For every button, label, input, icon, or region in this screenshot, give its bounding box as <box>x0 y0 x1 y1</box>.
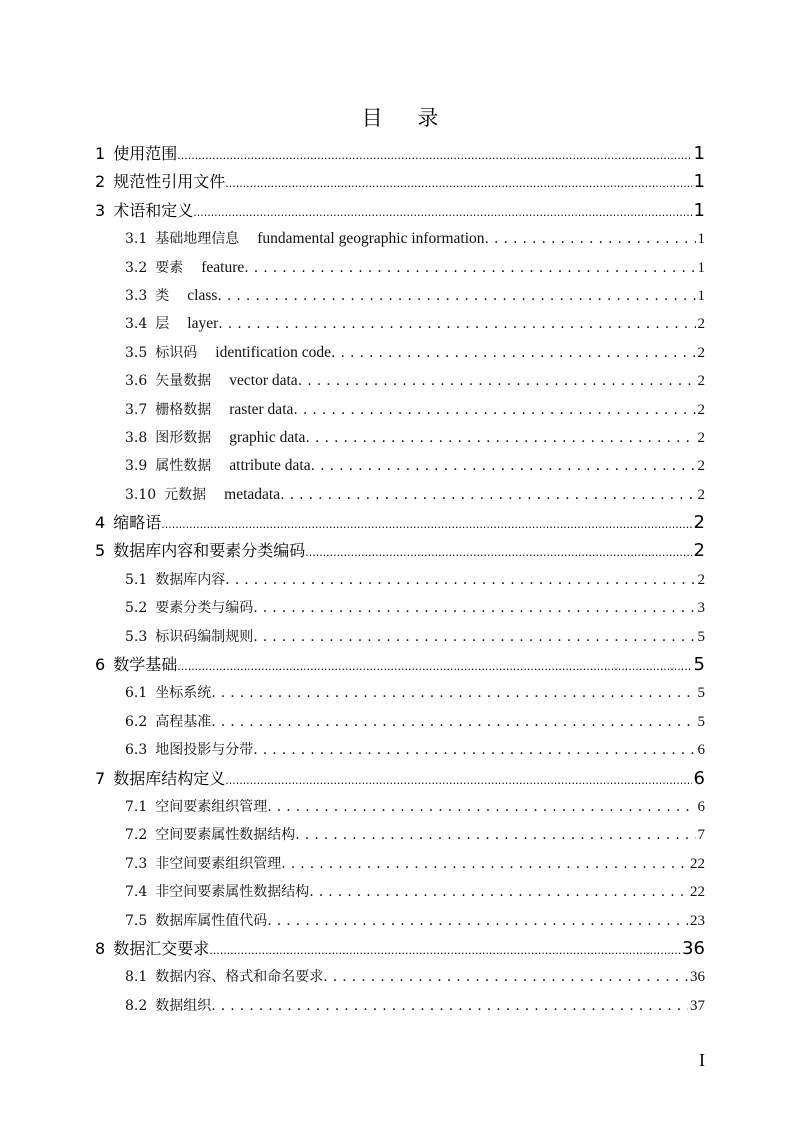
toc-entry-title: 要素分类与编码 <box>155 600 254 617</box>
toc-entry-page-number: 1 <box>697 259 705 276</box>
toc-entry-number: 8.2 <box>125 997 148 1014</box>
toc-entry-label <box>125 793 267 821</box>
toc-entry-section[interactable] <box>95 878 705 906</box>
toc-entry-title: 标识码 <box>155 344 198 361</box>
dot-leader <box>218 310 695 338</box>
toc-entry-english-term: feature <box>201 258 245 276</box>
dot-leader <box>295 821 695 849</box>
toc-entry-page-number: 2 <box>697 316 705 333</box>
dot-leader <box>485 225 696 253</box>
toc-entry-number: 2 <box>95 172 106 192</box>
toc-entry-section[interactable] <box>95 821 705 849</box>
toc-entry-title: 数据汇交要求 <box>113 938 210 958</box>
toc-entry-chapter[interactable] <box>95 509 705 537</box>
toc-entry-label <box>125 907 267 935</box>
page-folio: I <box>699 1050 705 1070</box>
dot-leader <box>293 396 695 424</box>
toc-entry-page-number: 2 <box>697 401 705 418</box>
dot-leader <box>311 452 696 480</box>
toc-entry-title: 矢量数据 <box>155 373 212 390</box>
toc-entry-title: 非空间要素属性数据结构 <box>155 884 310 901</box>
toc-entry-page-number: 1 <box>693 171 705 193</box>
toc-entry-label <box>125 367 298 395</box>
toc-entry-section[interactable] <box>95 396 705 424</box>
dot-leader <box>253 736 695 764</box>
toc-entry-page-number: 6 <box>697 742 705 759</box>
toc-entry-section[interactable] <box>95 566 705 594</box>
toc-entry-chapter[interactable] <box>95 140 705 168</box>
toc-entry-label <box>125 396 293 424</box>
toc-entry-title: 标识码编制规则 <box>155 628 254 645</box>
toc-title: 目 录 <box>361 106 453 130</box>
toc-entry-label <box>125 254 244 282</box>
toc-entry-number: 6.3 <box>125 742 148 759</box>
toc-entry-page-number: 22 <box>690 855 705 872</box>
toc-entry-page-number: 5 <box>697 685 705 702</box>
toc-entry-label <box>125 424 305 452</box>
toc-entry-number: 7.5 <box>125 912 148 929</box>
dot-leader <box>253 594 695 622</box>
toc-entry-number: 7.2 <box>125 827 148 844</box>
toc-entry-page-number: 2 <box>697 486 705 503</box>
toc-entry-english-term: class <box>187 286 218 304</box>
toc-entry-chapter[interactable] <box>95 197 705 225</box>
toc-entry-page-number: 5 <box>693 654 705 676</box>
toc-entry-number: 5.2 <box>125 600 148 617</box>
toc-entry-section[interactable] <box>95 907 705 935</box>
toc-entry-title: 数据库结构定义 <box>113 768 226 788</box>
toc-entry-title: 栅格数据 <box>155 401 212 418</box>
toc-entry-section[interactable] <box>95 339 705 367</box>
dot-leader <box>305 424 695 452</box>
toc-entry-english-term: identification code <box>215 343 332 361</box>
dot-leader <box>331 339 695 367</box>
toc-entry-page-number: 1 <box>697 287 705 304</box>
toc-entry-english-term: vector data <box>229 372 298 390</box>
toc-entry-title: 地图投影与分带 <box>155 742 254 759</box>
toc-entry-page-number: 6 <box>697 798 705 815</box>
toc-entry-title: 数据内容、格式和命名要求 <box>155 969 324 986</box>
dot-leader <box>309 878 688 906</box>
toc-entry-section[interactable] <box>95 594 705 622</box>
toc-entry-title: 数据库内容和要素分类编码 <box>113 541 306 561</box>
toc-entry-page-number: 7 <box>697 827 705 844</box>
toc-entry-section[interactable] <box>95 452 705 480</box>
toc-entry-section[interactable] <box>95 310 705 338</box>
toc-entry-label <box>125 282 217 310</box>
toc-entry-english-term: raster data <box>229 400 294 418</box>
toc-entry-chapter[interactable] <box>95 537 705 565</box>
dot-leader <box>209 935 680 963</box>
toc-entry-label <box>125 339 331 367</box>
dot-leader <box>244 254 695 282</box>
toc-entry-section[interactable] <box>95 963 705 991</box>
toc-entry-page-number: 1 <box>693 199 705 221</box>
toc-entry-page-number: 3 <box>697 600 705 617</box>
toc-entry-title: 元数据 <box>164 486 207 503</box>
toc-entry-page-number: 2 <box>693 540 705 562</box>
toc-entry-section[interactable] <box>95 367 705 395</box>
dot-leader <box>217 282 695 310</box>
dot-leader <box>267 907 688 935</box>
toc-entry-page-number: 23 <box>690 912 705 929</box>
toc-entry-label <box>95 197 193 225</box>
dot-leader <box>177 140 691 168</box>
toc-entry-number: 3.4 <box>125 316 148 333</box>
toc-entry-label <box>95 509 161 537</box>
toc-entry-title: 坐标系统 <box>155 685 212 702</box>
toc-entry-section[interactable] <box>95 736 705 764</box>
toc-entry-title: 基础地理信息 <box>155 231 240 248</box>
toc-entry-number: 3.9 <box>125 458 148 475</box>
toc-entry-label <box>95 537 305 565</box>
toc-entry-page-number: 2 <box>697 373 705 390</box>
dot-leader <box>298 367 696 395</box>
toc-entry-title: 使用范围 <box>113 144 178 163</box>
toc-entry-english-term: metadata <box>224 485 281 503</box>
dot-leader <box>280 481 695 509</box>
toc-entry-number: 7.4 <box>125 884 148 901</box>
dot-leader <box>305 537 691 565</box>
toc-entry-page-number: 2 <box>697 571 705 588</box>
toc-entry-section[interactable] <box>95 623 705 651</box>
toc-entry-chapter[interactable] <box>95 765 705 793</box>
toc-entry-label <box>125 850 281 878</box>
toc-entry-number: 3.6 <box>125 373 148 390</box>
toc-entry-page-number: 37 <box>690 997 705 1014</box>
toc-entry-number: 3 <box>95 200 106 220</box>
toc-entry-number: 5 <box>95 541 106 561</box>
toc-entry-english-term: fundamental geographic information <box>257 230 485 248</box>
toc-entry-label <box>95 935 209 963</box>
toc-entry-title: 术语和定义 <box>113 200 194 220</box>
toc-entry-page-number: 22 <box>690 884 705 901</box>
toc-entry-page-number: 2 <box>693 512 705 534</box>
toc-entry-page-number: 5 <box>697 713 705 730</box>
toc-entry-page-number: 5 <box>697 628 705 645</box>
toc-entry-number: 4 <box>95 513 106 533</box>
toc-entry-english-term: layer <box>187 315 219 333</box>
toc-entry-number: 8 <box>95 938 106 958</box>
toc-entry-title: 图形数据 <box>155 429 212 446</box>
toc-entry-title: 要素 <box>155 259 184 276</box>
toc-entry-page-number: 2 <box>697 344 705 361</box>
toc-entry-section[interactable] <box>95 225 705 253</box>
toc-entry-section[interactable] <box>95 282 705 310</box>
toc-entry-label <box>125 594 253 622</box>
toc-entry-page-number: 6 <box>693 767 705 789</box>
toc-entry-number: 3.5 <box>125 344 148 361</box>
dot-leader <box>211 679 695 707</box>
dot-leader <box>225 765 691 793</box>
toc-entry-chapter[interactable] <box>95 935 705 963</box>
toc-entry-title: 层 <box>155 316 170 333</box>
toc-entry-section[interactable] <box>95 850 705 878</box>
toc-entry-chapter[interactable] <box>95 651 705 679</box>
toc-entry-number: 5.1 <box>125 571 148 588</box>
toc-entry-page-number: 1 <box>693 143 705 164</box>
toc-entry-number: 7.3 <box>125 855 148 872</box>
toc-entry-number: 7.1 <box>125 798 148 815</box>
toc-entry-label <box>95 765 225 793</box>
toc-entry-label <box>125 878 309 906</box>
toc-entry-number: 6.1 <box>125 685 148 702</box>
toc-entry-section[interactable] <box>95 481 705 509</box>
toc-entry-number: 3.10 <box>125 486 157 503</box>
toc-entry-label <box>125 310 218 338</box>
toc-entry-label <box>125 736 253 764</box>
toc-entry-label <box>125 623 253 651</box>
toc-entry-number: 3.7 <box>125 401 148 418</box>
toc-entry-number: 7 <box>95 768 106 788</box>
dot-leader <box>161 509 691 537</box>
toc-entry-label <box>95 168 225 196</box>
toc-entry-title: 类 <box>155 287 170 304</box>
toc-entry-number: 6 <box>95 655 106 675</box>
toc-entry-label <box>125 481 280 509</box>
table-of-contents <box>95 140 705 1020</box>
toc-entry-english-term: attribute data <box>229 457 311 475</box>
toc-entry-section[interactable] <box>95 992 705 1020</box>
toc-entry-section[interactable] <box>95 708 705 736</box>
dot-leader <box>177 651 691 679</box>
toc-entry-label <box>125 452 311 480</box>
toc-entry-label <box>95 651 177 679</box>
toc-entry-label <box>125 963 323 991</box>
toc-entry-number: 8.1 <box>125 969 148 986</box>
toc-entry-title: 空间要素属性数据结构 <box>155 827 296 844</box>
toc-entry-page-number: 2 <box>697 458 705 475</box>
toc-entry-section[interactable] <box>95 679 705 707</box>
toc-entry-number: 3.1 <box>125 231 148 248</box>
toc-entry-number: 1 <box>95 144 106 163</box>
dot-leader <box>225 168 691 196</box>
toc-entry-label <box>125 992 211 1020</box>
toc-entry-title: 空间要素组织管理 <box>155 798 268 815</box>
toc-entry-chapter[interactable] <box>95 168 705 196</box>
toc-entry-number: 3.2 <box>125 259 148 276</box>
dot-leader <box>253 623 695 651</box>
dot-leader <box>267 793 695 821</box>
toc-entry-page-number: 36 <box>690 969 705 986</box>
toc-entry-number: 6.2 <box>125 713 148 730</box>
toc-entry-number: 3.8 <box>125 429 148 446</box>
toc-entry-label <box>125 225 485 253</box>
toc-entry-title: 数据库内容 <box>155 571 226 588</box>
toc-entry-label <box>125 708 211 736</box>
dot-leader <box>193 197 691 225</box>
toc-entry-section[interactable] <box>95 254 705 282</box>
dot-leader <box>211 992 688 1020</box>
toc-entry-label <box>125 679 211 707</box>
toc-entry-title: 数据库属性值代码 <box>155 912 268 929</box>
toc-entry-title: 高程基准 <box>155 713 212 730</box>
toc-entry-number: 5.3 <box>125 628 148 645</box>
toc-entry-section[interactable] <box>95 793 705 821</box>
toc-entry-page-number: 2 <box>697 429 705 446</box>
toc-entry-number: 3.3 <box>125 287 148 304</box>
dot-leader <box>211 708 695 736</box>
toc-entry-title: 数据组织 <box>155 997 212 1014</box>
toc-entry-label <box>125 821 295 849</box>
dot-leader <box>323 963 688 991</box>
toc-entry-title: 属性数据 <box>155 458 212 475</box>
toc-entry-label <box>95 140 177 168</box>
toc-entry-title: 非空间要素组织管理 <box>155 855 282 872</box>
toc-entry-page-number: 1 <box>697 231 705 248</box>
toc-entry-page-number: 36 <box>682 937 705 959</box>
toc-entry-label <box>125 566 225 594</box>
toc-entry-english-term: graphic data <box>229 428 306 446</box>
toc-entry-title: 缩略语 <box>113 513 162 533</box>
toc-entry-section[interactable] <box>95 424 705 452</box>
toc-entry-title: 规范性引用文件 <box>113 172 226 192</box>
dot-leader <box>225 566 695 594</box>
toc-entry-title: 数学基础 <box>113 655 178 675</box>
dot-leader <box>281 850 688 878</box>
